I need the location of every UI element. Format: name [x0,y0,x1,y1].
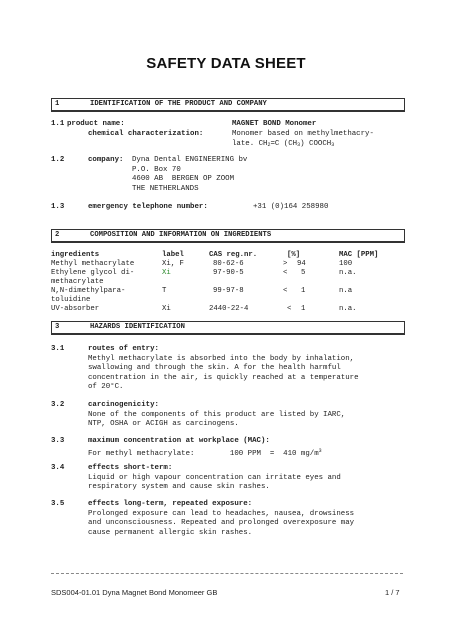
item-number: 3.5 [51,500,65,508]
item-number: 1.2 [51,156,65,164]
item-text: of 20°C. [88,383,124,391]
product-name-label: product name: [67,120,125,128]
section-number: 1 [55,100,60,108]
item-heading: maximum concentration at workplace (MAC): [88,437,270,445]
item-text: respiratory system and cause skin rashes. [88,483,270,491]
item-heading: effects short-term: [88,464,173,472]
chemical-characterization-label: chemical characterization: [88,130,204,138]
col-label: label [162,251,184,259]
item-number: 3.4 [51,464,65,472]
company-label: company: [88,156,124,164]
col-cas: CAS reg.nr. [209,251,258,259]
item-heading: routes of entry: [88,345,159,353]
item-text: NTP, OSHA or ACIGH as carcinogens. [88,420,239,428]
sds-page: SAFETY DATA SHEET 1 IDENTIFICATION OF THE PRODUCT AND COMPANY 1.1 product name: MAGNET BOND Monomer chemical characterization: Monomer based on methylmethacry- late. $CH_2=C$ $(CH_3)$ $COOCH_3$ 1.2 company: Dyna Dental ENGINEERING bv P.O. Box 70 4600 AB BERGEN OP ZOOM THE NETHERLANDS 1.3 emergency telephone number: +31 (0)164 258980 2 COMPOSITION AND INFORMATION ON INGREDIENTS ingredients label CAS reg.nr. [%] MAC [PPM] Methyl methacrylate Xi, F 80-62-6 > 94 100 Ethylene glycol di- Xi 97-90-5 < 5 n.a. methacrylate N,N-dimethylpara- T 99-97-8 < 1 n.a toluidine UV-absorber Xi 2440-22-4 < 1 n.a. 3 HAZARDS IDENTIFICATION 3.1 routes of entry: Methyl methacrylate is absorbed into the body by inhalation, swallowing and through the skin. A for the health harmful concentration in the air, is quickly reached at a temperature of 20°C. 3.2 carcinogenicity: None of the components of this product are listed by IARC, NTP, OSHA or ACIGH as carcinogens. 3.3 maximum concentration at workplace (MAC): For methyl methacrylate: 100 PPM = 410 $mg/m^3$ 3.4 effects short-term: Liquid or high vapour concentration can irritate eyes and respiratory system and cause skin rashes. 3.5 effects long-term, repeated exposure: Prolonged exposure can lead to headaches, nausea, drowsiness and unconsciousness. Repeated and prolonged overexposure may cause permanent allergic skin rashes. SDS004-01.01 Dyna Magnet Bond Monomeer GB 1 / 7 [0,0,452,640]
item-text: concentration in the air, is quickly reached at a temperature [88,373,359,382]
section-3-header [51,321,405,335]
item-text: Liquid or high vapour concentration can irritate eyes and [88,473,341,482]
emergency-phone-label: emergency telephone number: [88,203,208,211]
item-heading: effects long-term, repeated exposure: [88,500,253,508]
product-name-value: MAGNET BOND Monomer [232,120,317,128]
item-text: and unconsciousness. Repeated and prolonged overexposure may [88,519,355,527]
footer-divider [51,573,403,574]
section-title: HAZARDS IDENTIFICATION [90,323,185,331]
emergency-phone-value: +31 (0)164 258980 [253,203,329,211]
footer-document-id: SDS004-01.01 Dyna Magnet Bond Monomeer GB [51,588,218,597]
section-number: 3 [55,323,60,331]
item-number: 3.3 [51,437,65,445]
item-number: 3.1 [51,345,65,353]
company-line: Dyna Dental ENGINEERING bv [132,156,248,164]
col-mac: MAC [PPM] [339,251,379,259]
company-line: THE NETHERLANDS [132,184,199,193]
chemical-characterization-line: Monomer based on methylmethacry- [232,130,374,138]
item-number: 1.1 [51,120,65,128]
col-ingredients: ingredients [51,251,100,259]
section-1-header [51,98,405,112]
item-text: cause permanent allergic skin rashes. [88,528,253,537]
company-line: P.O. Box 70 [132,165,181,174]
document-title: SAFETY DATA SHEET [146,55,306,72]
item-text: swallowing and through the skin. A for the health harmful [88,364,341,372]
mac-value: For methyl methacrylate: 100 PPM = 410 $mg/m^3$ [88,447,322,458]
chemical-formula: late. $CH_2=C$ $(CH_3)$ $COOCH_3$ [232,140,335,148]
footer-page-number: 1 / 7 [385,588,400,597]
section-title: IDENTIFICATION OF THE PRODUCT AND COMPANY [90,100,267,108]
item-number: 1.3 [51,203,65,211]
item-text: Prolonged exposure can lead to headaches, nausea, drowsiness [88,509,355,518]
item-number: 3.2 [51,401,65,409]
col-percent: [%] [287,251,301,259]
section-title: COMPOSITION AND INFORMATION ON INGREDIENTS [90,231,272,239]
company-line: 4600 AB BERGEN OP ZOOM [132,175,235,183]
item-heading: carcinogenicity: [88,401,159,409]
item-text: None of the components of this product are listed by IARC, [88,410,346,419]
section-2-header [51,229,405,243]
section-number: 2 [55,231,60,239]
item-text: Methyl methacrylate is absorbed into the body by inhalation, [88,354,355,363]
